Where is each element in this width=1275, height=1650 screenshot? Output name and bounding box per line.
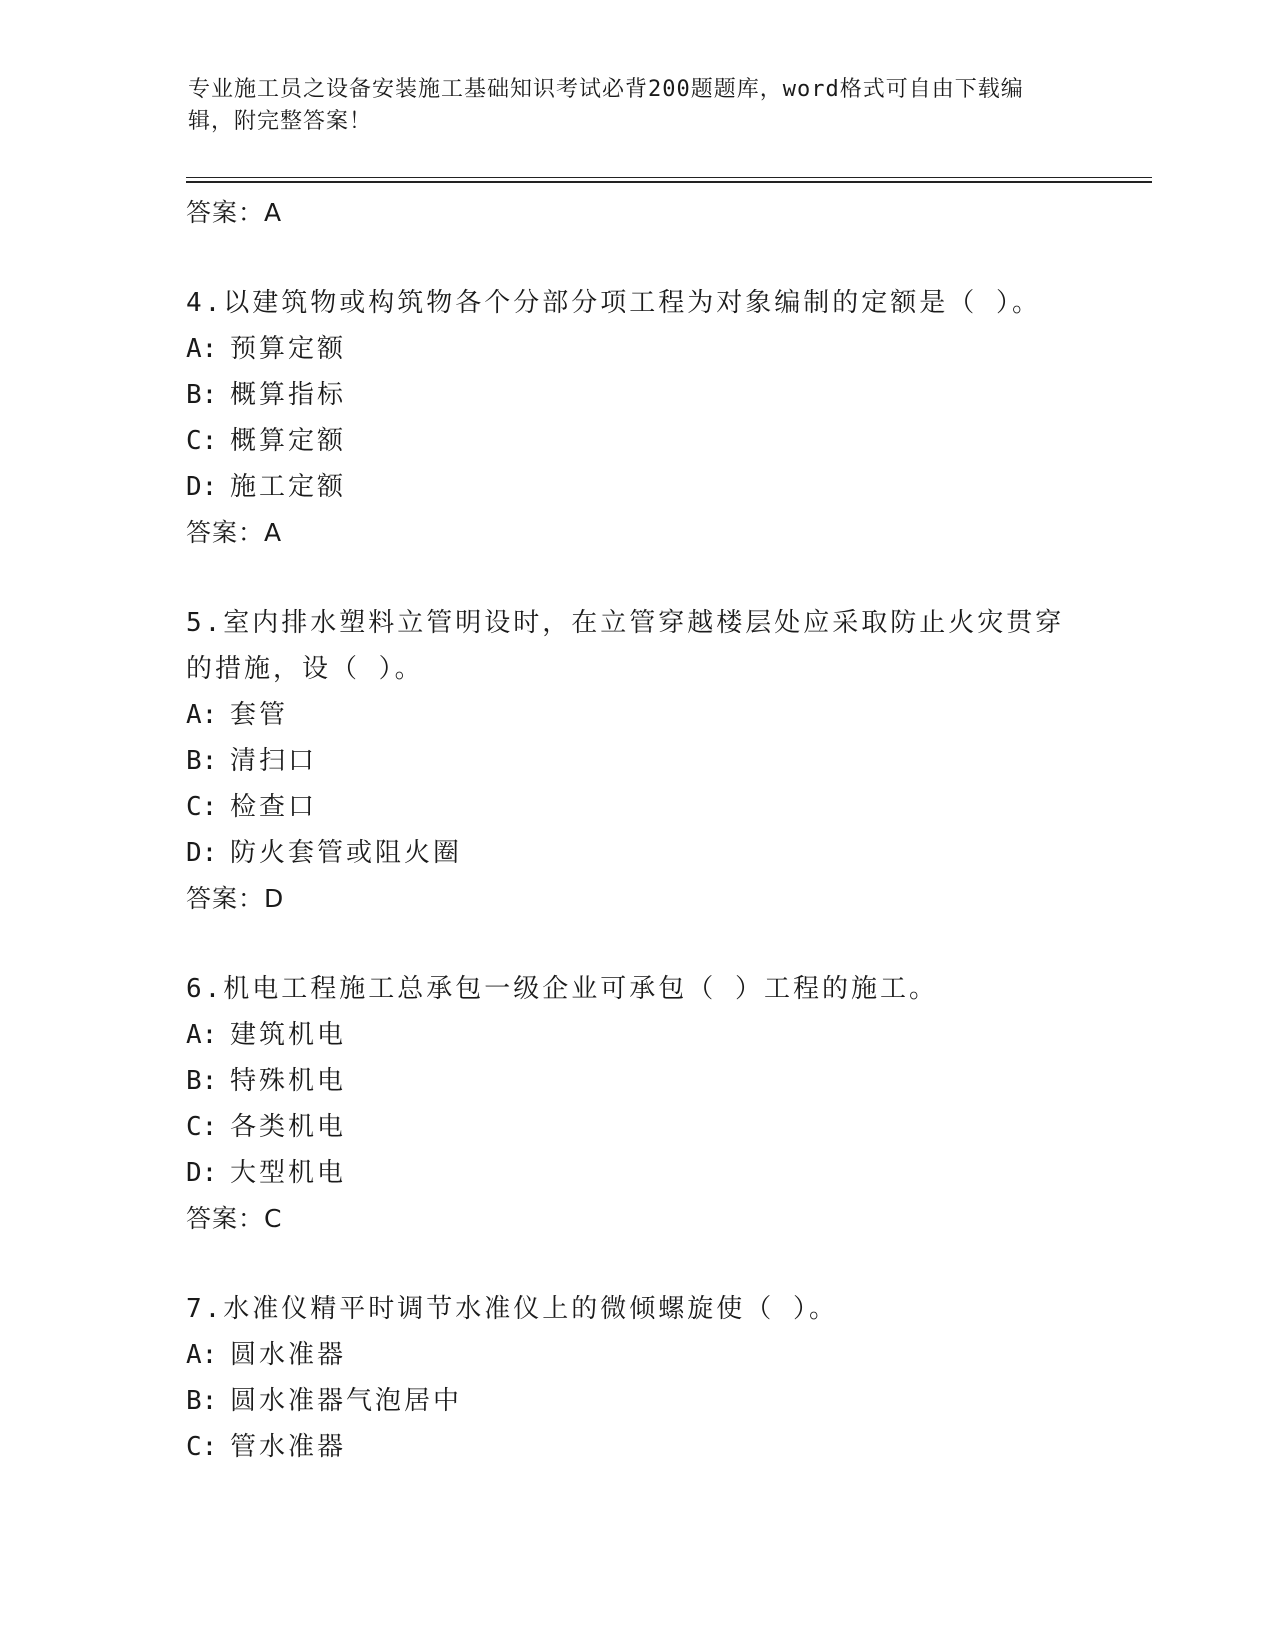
option-text: 概算指标 [230, 380, 347, 410]
question-list [186, 190, 1086, 1470]
option-d [186, 464, 1086, 510]
option-b [186, 372, 1086, 418]
option-text: 防火套管或阻火圈 [230, 838, 463, 868]
option-key: A: [186, 700, 218, 730]
option-key: C: [186, 426, 218, 456]
option-a [186, 692, 1086, 738]
option-text: 预算定额 [230, 334, 347, 364]
option-key: A: [186, 1020, 218, 1050]
option-text: 特殊机电 [230, 1066, 347, 1096]
option-text: 管水准器 [230, 1432, 347, 1462]
option-a [186, 326, 1086, 372]
option-b [186, 738, 1086, 784]
option-key: C: [186, 792, 218, 822]
option-key: B: [186, 746, 218, 776]
option-text: 大型机电 [230, 1158, 347, 1188]
option-key: B: [186, 1066, 218, 1096]
option-c [186, 418, 1086, 464]
option-a [186, 1012, 1086, 1058]
option-text: 各类机电 [230, 1112, 347, 1142]
question-stem: 6.机电工程施工总承包一级企业可承包（ ）工程的施工。 [186, 974, 938, 1004]
question-block [186, 1286, 1086, 1470]
option-c [186, 1104, 1086, 1150]
option-d [186, 830, 1086, 876]
header-divider-thin [186, 177, 1152, 178]
option-key: D: [186, 1158, 218, 1188]
option-text: 检查口 [230, 792, 318, 822]
option-text: 建筑机电 [230, 1020, 347, 1050]
answer-label: 答案：C [186, 1204, 283, 1233]
question-block [186, 966, 1086, 1242]
option-key: B: [186, 1386, 218, 1416]
option-text: 施工定额 [230, 472, 347, 502]
option-key: D: [186, 838, 218, 868]
option-text: 圆水准器气泡居中 [230, 1386, 463, 1416]
question-block [186, 280, 1086, 556]
option-b [186, 1058, 1086, 1104]
option-text: 套管 [230, 700, 289, 730]
answer-label: 答案：A [186, 198, 283, 227]
option-key: D: [186, 472, 218, 502]
option-text: 圆水准器 [230, 1340, 347, 1370]
answer-label: 答案：A [186, 518, 283, 547]
document-header-title: 专业施工员之设备安装施工基础知识考试必背200题题库，word格式可自由下载编辑，附完整答案！ [188, 77, 1024, 134]
option-key: A: [186, 1340, 218, 1370]
option-a [186, 1332, 1086, 1378]
question-stem: 7.水准仪精平时调节水准仪上的微倾螺旋使（ ）。 [186, 1294, 838, 1324]
option-d [186, 1150, 1086, 1196]
option-c [186, 1424, 1086, 1470]
question-block [186, 600, 1086, 922]
header-divider-thick [186, 181, 1152, 183]
option-c [186, 784, 1086, 830]
option-key: A: [186, 334, 218, 364]
option-text: 概算定额 [230, 426, 347, 456]
option-text: 清扫口 [230, 746, 318, 776]
option-key: C: [186, 1112, 218, 1142]
question-stem: 5.室内排水塑料立管明设时，在立管穿越楼层处应采取防止火灾贯穿的措施，设（ ）。 [186, 608, 1065, 684]
question-stem: 4.以建筑物或构筑物各个分部分项工程为对象编制的定额是（ ）。 [186, 288, 1041, 318]
option-key: C: [186, 1432, 218, 1462]
option-key: B: [186, 380, 218, 410]
option-b [186, 1378, 1086, 1424]
answer-label: 答案：D [186, 884, 285, 913]
